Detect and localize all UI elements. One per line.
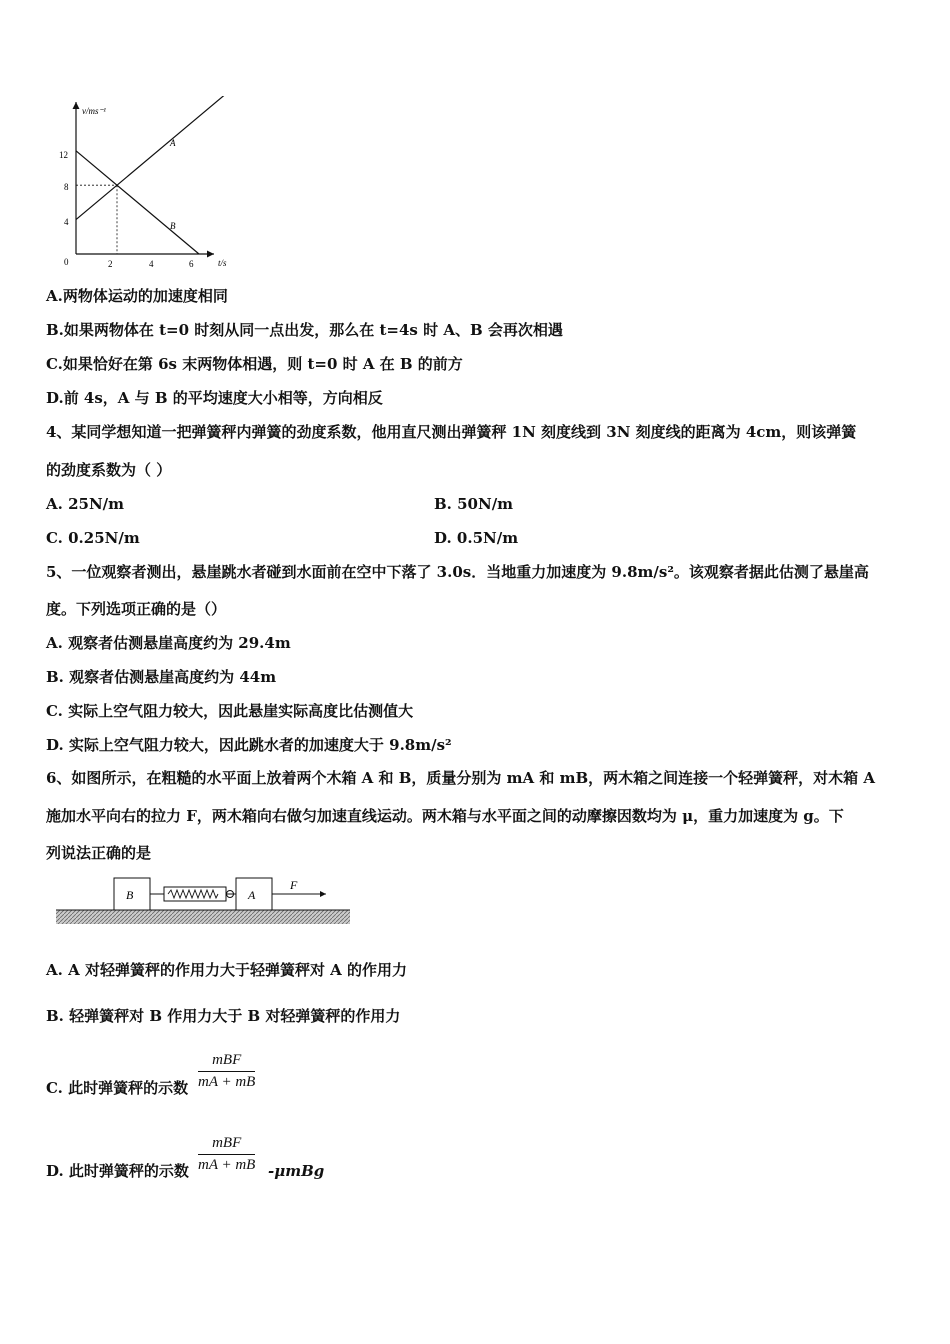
y-axis-label: v/ms⁻¹	[82, 106, 106, 116]
q5-stem-line2: 度。下列选项正确的是（）	[46, 600, 227, 618]
q4-stem-line1: 4、某同学想知道一把弹簧秤内弹簧的劲度系数，他用直尺测出弹簧秤 1N 刻度线到 3N 刻度线的距离为 4cm，则该弹簧	[46, 423, 857, 441]
x-tick-0: 0	[64, 257, 69, 267]
q4-option-d: D. 0.5N/m	[434, 529, 519, 547]
x-tick-6: 6	[189, 259, 194, 269]
q4-option-a: A. 25N/m	[46, 495, 125, 513]
q4-option-b: B. 50N/m	[434, 495, 514, 513]
fraction-d	[198, 1135, 255, 1174]
ground	[56, 910, 350, 924]
q3-option-b: B.如果两物体在 t=0 时刻从同一点出发，那么在 t=4s 时 A、B 会再次相遇	[46, 321, 563, 339]
x-axis-label: t/s	[218, 258, 227, 268]
q6-option-d-suffix: -μmBg	[268, 1162, 325, 1180]
q6-option-b: B. 轻弹簧秤对 B 作用力大于 B 对轻弹簧秤的作用力	[46, 1007, 401, 1025]
series-line-b	[76, 151, 199, 254]
q3-option-c: C.如果恰好在第 6s 末两物体相遇，则 t=0 时 A 在 B 的前方	[46, 355, 463, 373]
box-a-label: A	[248, 888, 256, 902]
fraction-d-numerator: mBF	[212, 1135, 242, 1151]
q6-stem-line2: 施加水平向右的拉力 F，两木箱向右做匀加速直线运动。两木箱与水平面之间的动摩擦因数均为 μ，重力加速度为 g。下	[46, 807, 844, 825]
q3-option-d: D.前 4s，A 与 B 的平均速度大小相等，方向相反	[46, 389, 383, 407]
q6-option-c: C. 此时弹簧秤的示数	[46, 1079, 189, 1097]
fraction-c-numerator: mBF	[212, 1052, 242, 1068]
y-tick-8: 8	[64, 182, 69, 192]
fraction-c-denominator: mA + mB	[198, 1074, 256, 1090]
plot-area	[76, 96, 240, 254]
fraction-c	[198, 1052, 255, 1091]
x-tick-4: 4	[149, 259, 154, 269]
x-tick-2: 2	[108, 259, 113, 269]
q5-stem-line1: 5、一位观察者测出，悬崖跳水者碰到水面前在空中下落了 3.0s．当地重力加速度为 9.8m/s²。该观察者据此估测了悬崖高	[46, 563, 869, 581]
q4-option-c: C. 0.25N/m	[46, 529, 140, 547]
line-b-label: B	[170, 221, 176, 231]
y-tick-4: 4	[64, 217, 69, 227]
q6-stem-line3: 列说法正确的是	[46, 844, 152, 862]
q4-stem-line2: 的劲度系数为（ ）	[46, 461, 172, 479]
fraction-d-denominator: mA + mB	[198, 1157, 256, 1173]
q6-option-a: A. A 对轻弹簧秤的作用力大于轻弹簧秤对 A 的作用力	[46, 961, 408, 979]
q5-option-c: C. 实际上空气阻力较大，因此悬崖实际高度比估测值大	[46, 702, 414, 720]
force-label: F	[290, 878, 298, 892]
q6-stem-line1: 6、如图所示，在粗糙的水平面上放着两个木箱 A 和 B，质量分别为 mA 和 mB，两木箱之间连接一个轻弹簧秤，对木箱 A	[46, 769, 876, 787]
line-a-label: A	[170, 138, 176, 148]
box-b-label: B	[126, 888, 134, 902]
q3-option-a: A.两物体运动的加速度相同	[46, 287, 228, 305]
q5-option-d: D. 实际上空气阻力较大，因此跳水者的加速度大于 9.8m/s²	[46, 736, 452, 754]
q5-option-a: A. 观察者估测悬崖高度约为 29.4m	[46, 634, 291, 652]
q5-option-b: B. 观察者估测悬崖高度约为 44m	[46, 668, 277, 686]
q6-option-d: D. 此时弹簧秤的示数	[46, 1162, 189, 1180]
boxes-spring-diagram	[52, 874, 352, 930]
velocity-time-graph	[46, 96, 246, 276]
y-tick-12: 12	[59, 150, 68, 160]
